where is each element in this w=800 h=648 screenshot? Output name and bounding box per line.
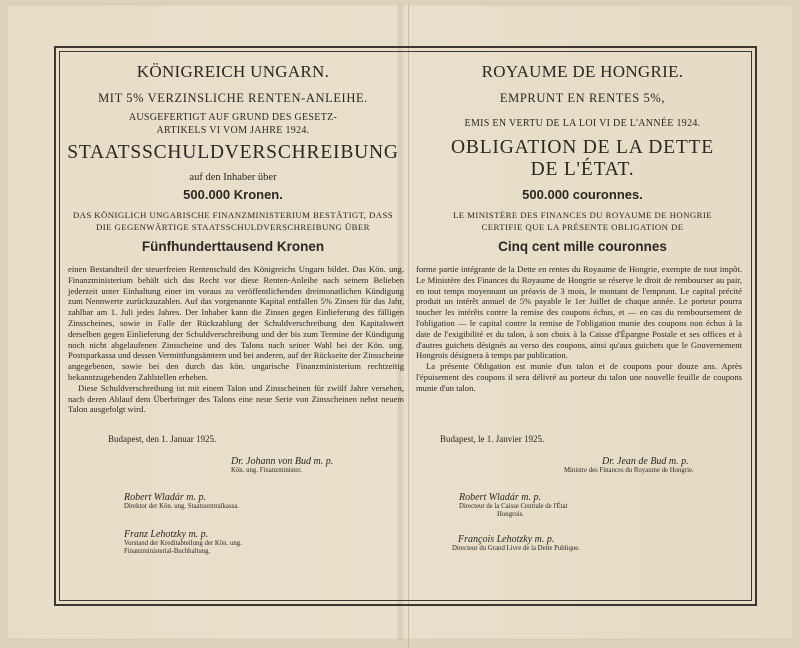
loan-title: EMPRUNT EN RENTES 5%, bbox=[499, 91, 666, 105]
signature-minister bbox=[231, 456, 333, 475]
german-column bbox=[60, 4, 406, 648]
signature-role-line-2: Hongrois. bbox=[497, 511, 524, 518]
signature-minister bbox=[564, 456, 694, 475]
legal-basis-line-1: AUSGEFERTIGT AUF GRUND DES GESETZ- bbox=[128, 112, 338, 123]
signature-role: Ministre des Finances du Royaume de Hongrie. bbox=[564, 467, 694, 474]
signature-role: Direktor der Kön. ung. Staatszentralkassa. bbox=[124, 503, 239, 510]
signature-role-line-1: Directeur de la Caisse Centrale de l'État bbox=[459, 503, 568, 510]
signature-role: Directeur du Grand Livre de la Dette Publique. bbox=[452, 545, 580, 552]
signature-role-line-1: Vorstand der Kreditabteilung der Kön. ung. bbox=[124, 540, 242, 547]
signature-name: Dr. Johann von Bud m. p. bbox=[231, 456, 334, 467]
legal-basis: EMIS EN VERTU DE LA LOI VI DE L'ANNÉE 1924. bbox=[464, 118, 701, 129]
terms-paragraph-1: einen Bestandteil der steuerfreien Rentenschuld des Königreichs Ungarn bildet. Das Kön. ung. Finanzministerium behält sich das Recht vor diese Renten-Anleihe nach seinem Belieben jederzeit unter Einhaltung einer im voraus zu veröffentlichenden dreimonatlichen Kündigung zum Nennwerte zurückzuzahlen. Auf das vorgenannte Kapital entfallen 5% Zinsen für das Jahr, zahlbar am 1. Juli jedes Jahres. Der Inhaber kann die Zinsen gegen Einlieferung des fälligen Zinsscheines, sowie in Falle der Rückzahlung der Schuldverschreibung den Kapitalswert derselben gegen Einlieferung der Schuldverschreibung und der bis zum Termine der Kündigung noch nicht abgelaufenen Zinsscheine und des Talons nach seiner Wahl bei der Kön. ung. Postsparkassa und dessen Vermittlungsämtern und bei anderen, auf der Rückseite der Zinsscheine angegebenen, sowie bei den durch das kön. ungarische Finanzministerium rechtzeitig bekanntzugebenden Zahlstellen erheben. bbox=[68, 264, 404, 382]
document-title-line-2: DE L'ÉTAT. bbox=[530, 159, 635, 180]
signature-name: Dr. Jean de Bud m. p. bbox=[602, 456, 689, 467]
terms-text bbox=[416, 264, 742, 394]
confirmation-line-1: LE MINISTÈRE DES FINANCES DU ROYAUME DE HONGRIE bbox=[453, 210, 712, 220]
confirmation-line-2: CERTIFIE QUE LA PRÉSENTE OBLIGATION DE bbox=[481, 222, 684, 232]
french-column bbox=[414, 4, 751, 648]
bearer-text: auf den Inhaber über bbox=[189, 172, 277, 183]
bond-sheet bbox=[6, 4, 794, 640]
loan-title: MIT 5% VERZINSLICHE RENTEN-ANLEIHE. bbox=[98, 91, 368, 105]
confirmation-line-2: DIE GEGENWÄRTIGE STAATSSCHULDVERSCHREIBUNG ÜBER bbox=[96, 222, 370, 232]
terms-paragraph-2: Diese Schuldverschreibung ist mit einem Talon und Zinsscheinen für zwölf Jahre versehen, nach deren Ablauf dem Überbringer des Talons eine neue Serie von Zinsscheinen nebst neuem Talon ausgefolgt wird. bbox=[68, 382, 404, 415]
signature-director bbox=[124, 492, 239, 511]
document-title-line-1: OBLIGATION DE LA DETTE bbox=[451, 137, 714, 158]
confirmation-line-1: DAS KÖNIGLICH UNGARISCHE FINANZMINISTERIUM BESTÄTIGT, DASS bbox=[72, 210, 394, 220]
amount: 500.000 Kronen. bbox=[183, 187, 283, 202]
heading: ROYAUME DE HONGRIE. bbox=[481, 62, 684, 81]
place-date: Budapest, den 1. Januar 1925. bbox=[108, 434, 217, 444]
document-title: STAATSSCHULDVERSCHREIBUNG bbox=[67, 142, 399, 163]
amount-in-words: Fünfhunderttausend Kronen bbox=[141, 239, 325, 254]
amount: 500.000 couronnes. bbox=[522, 187, 643, 202]
signature-accountant bbox=[452, 534, 580, 553]
legal-basis-line-2: ARTIKELS VI VOM JAHRE 1924. bbox=[156, 125, 310, 136]
heading: KÖNIGREICH UNGARN. bbox=[136, 62, 330, 81]
signature-role: Kön. ung. Finanzminister. bbox=[231, 467, 302, 474]
place-date: Budapest, le 1. Janvier 1925. bbox=[440, 434, 545, 444]
signature-name: François Lehotzky m. p. bbox=[458, 534, 555, 545]
amount-in-words: Cinq cent mille couronnes bbox=[498, 239, 667, 254]
signature-role-line-2: Finanzministerial-Buchhaltung. bbox=[124, 548, 211, 555]
signature-name: Robert Wladár m. p. bbox=[124, 492, 206, 503]
signature-name: Robert Wladár m. p. bbox=[459, 492, 541, 503]
terms-text bbox=[68, 264, 404, 415]
terms-paragraph-2: La présente Obligation est munie d'un talon et de coupons pour douze ans. Après l'épuisement des coupons il sera délivré au porteur du talon une nouvelle feuille de coupons munie d'un talon. bbox=[416, 361, 742, 393]
terms-paragraph-1: forme partie intégrante de la Dette en rentes du Royaume de Hongrie, exempte de tout impôt. Le Ministère des Finances du Royaume de Hongrie se réserve le droit de rembourser au pair, en tout temps moyennant un préavis de 3 mois, le montant de l'emprunt. Le capital précité produit un intérêt annuel de 5% payable le 1er Juillet de chaque année. Le porteur pourra toucher les intérêts contre la remise des coupons échus, et — en cas du remboursement de l'obligation — le capital contre la remise de l'obligation munie des coupons non échus à la date de l'exigibilité et du talon, à son choix à la Caisse d'Épargne Postale et ses offices et à d'autres guichets désignés au verso des coupons, ainsi qu'aux guichets que le Gouvernement Hongrois désignera à temps par publication. bbox=[416, 264, 742, 361]
signature-accountant bbox=[124, 529, 242, 556]
signature-director bbox=[459, 492, 567, 519]
signature-name: Franz Lehotzky m. p. bbox=[124, 529, 209, 540]
